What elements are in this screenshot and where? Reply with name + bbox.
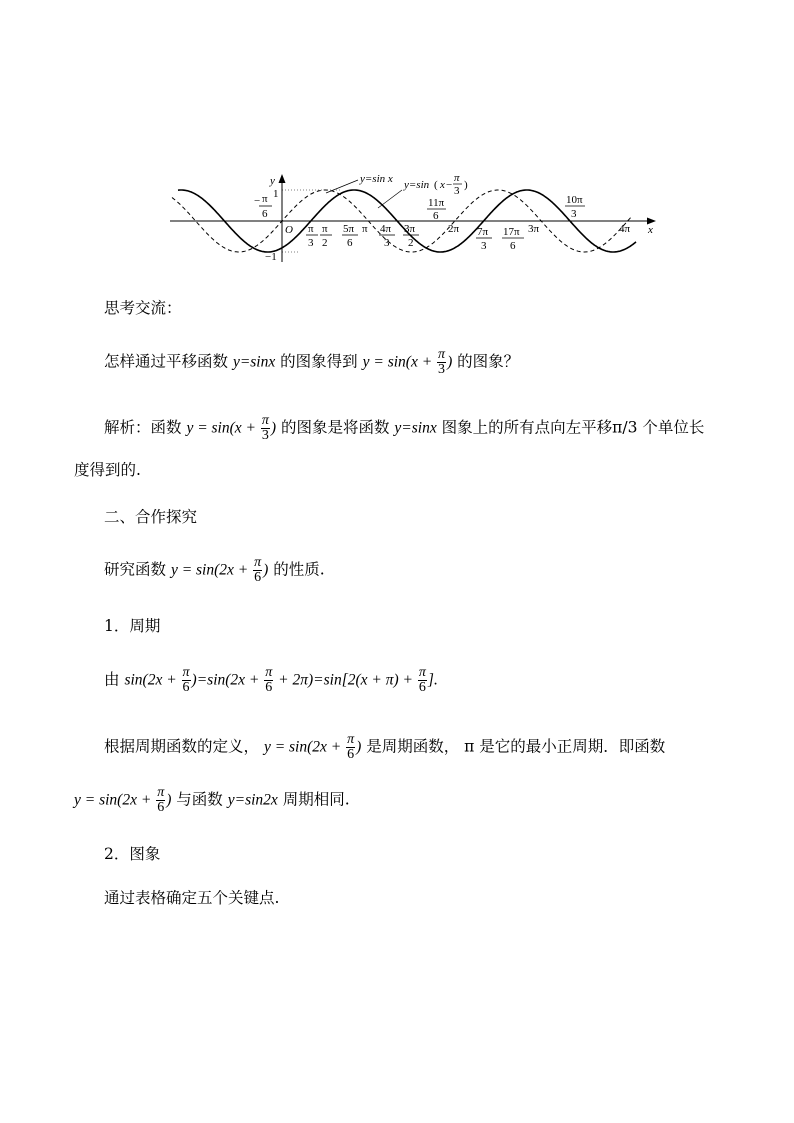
curve-label-sin-shifted (403, 172, 468, 197)
pointer-sin-shifted (378, 190, 402, 208)
svg-text:2: 2 (322, 237, 328, 249)
svg-text:17π: 17π (503, 226, 520, 238)
tick-17pi-6 (502, 226, 524, 252)
svg-text:7π: 7π (477, 226, 489, 238)
svg-text:3: 3 (308, 237, 314, 249)
svg-text:6: 6 (433, 210, 439, 222)
fraction-pi-6: $\frac{\pi}{6}$ (254, 555, 262, 585)
svg-text:y=sin: y=sin (404, 179, 430, 191)
tick-one: 1 (273, 188, 279, 200)
svg-text:11π: 11π (428, 197, 445, 209)
tick-2pi: 2π (448, 223, 460, 235)
svg-text:6: 6 (347, 237, 353, 249)
tick-4pi-3 (379, 223, 395, 249)
tick-neg-one: −1 (265, 251, 277, 263)
origin-label: O (285, 224, 293, 236)
y-axis-arrow (279, 174, 286, 183)
svg-text:): ) (464, 179, 468, 191)
answer-line-2: 度得到的. (74, 461, 141, 479)
svg-text:(: ( (434, 179, 438, 191)
svg-text:2: 2 (408, 237, 414, 249)
pointer-sin-x (326, 180, 358, 193)
definition-line-2: y = sin(2x + $\frac{\pi}{6}$ ) 与函数 y=sin2x 周期相同. (74, 785, 350, 815)
svg-text:3π: 3π (404, 223, 416, 235)
derivation-line: 由 sin(2x + $\frac{\pi}{6}$ )=sin(2x + $\frac{\pi}{6}$ + 2π)=sin[2(x + π) + $\frac{\pi}{6}$ ]. (104, 665, 438, 695)
five-key-points-line: 通过表格确定五个关键点. (104, 889, 280, 907)
svg-text:−: − (446, 179, 453, 191)
period-heading: 1．周期 (104, 617, 161, 635)
svg-text:5π: 5π (343, 223, 355, 235)
svg-text:6: 6 (262, 208, 268, 220)
svg-text:3: 3 (384, 237, 390, 249)
fraction-pi-3: $\frac{\pi}{3}$ (261, 413, 269, 443)
graph-heading: 2．图象 (104, 845, 161, 863)
svg-text:4π: 4π (380, 223, 392, 235)
tick-neg-pi-6 (254, 193, 272, 220)
curve-label-sin-x: y=sin x (360, 173, 393, 185)
axis-y-label: y (270, 175, 275, 187)
svg-text:π: π (322, 223, 328, 235)
svg-text:3: 3 (571, 208, 577, 220)
definition-line-1: 根据周期函数的定义， y = sin(2x + $\frac{\pi}{6}$ ) 是周期函数， π 是它的最小正周期．即函数 (104, 732, 666, 762)
svg-text:π: π (454, 172, 460, 184)
tick-3pi: 3π (528, 223, 540, 235)
svg-text:x: x (440, 179, 445, 191)
tick-pi-2 (320, 223, 332, 249)
tick-11pi-6 (427, 197, 446, 222)
answer-line-1: 解析：函数 y = sin(x + $\frac{\pi}{3}$ ) 的图象是将函数 y=sinx 图象上的所有点向左平移π/3 个单位长 (104, 413, 705, 443)
tick-7pi-3 (476, 226, 492, 252)
think-heading: 思考交流： (104, 299, 182, 317)
tick-10pi-3 (565, 194, 585, 220)
svg-text:−: − (254, 195, 261, 207)
sine-shift-figure (0, 0, 794, 280)
axis-x-label: x (648, 224, 653, 236)
fraction-pi-3: $\frac{\pi}{3}$ (438, 347, 446, 377)
tick-pi-3 (306, 223, 318, 249)
svg-text:6: 6 (510, 240, 516, 252)
svg-text:3: 3 (454, 185, 460, 197)
tick-5pi-6 (342, 223, 358, 249)
svg-text:π: π (308, 223, 314, 235)
svg-text:π: π (262, 193, 268, 205)
question-line: 怎样通过平移函数 y=sinx 的图象得到 y = sin(x + $\frac{\pi}{3}$ ) 的图象？ (104, 347, 520, 377)
svg-text:10π: 10π (566, 194, 583, 206)
tick-4pi: 4π (619, 223, 631, 235)
tick-pi: π (362, 223, 368, 235)
study-line: 研究函数 y = sin(2x + $\frac{\pi}{6}$ ) 的性质. (104, 555, 325, 585)
svg-text:3: 3 (481, 240, 487, 252)
section-cooperative-inquiry: 二、合作探究 (104, 508, 198, 526)
